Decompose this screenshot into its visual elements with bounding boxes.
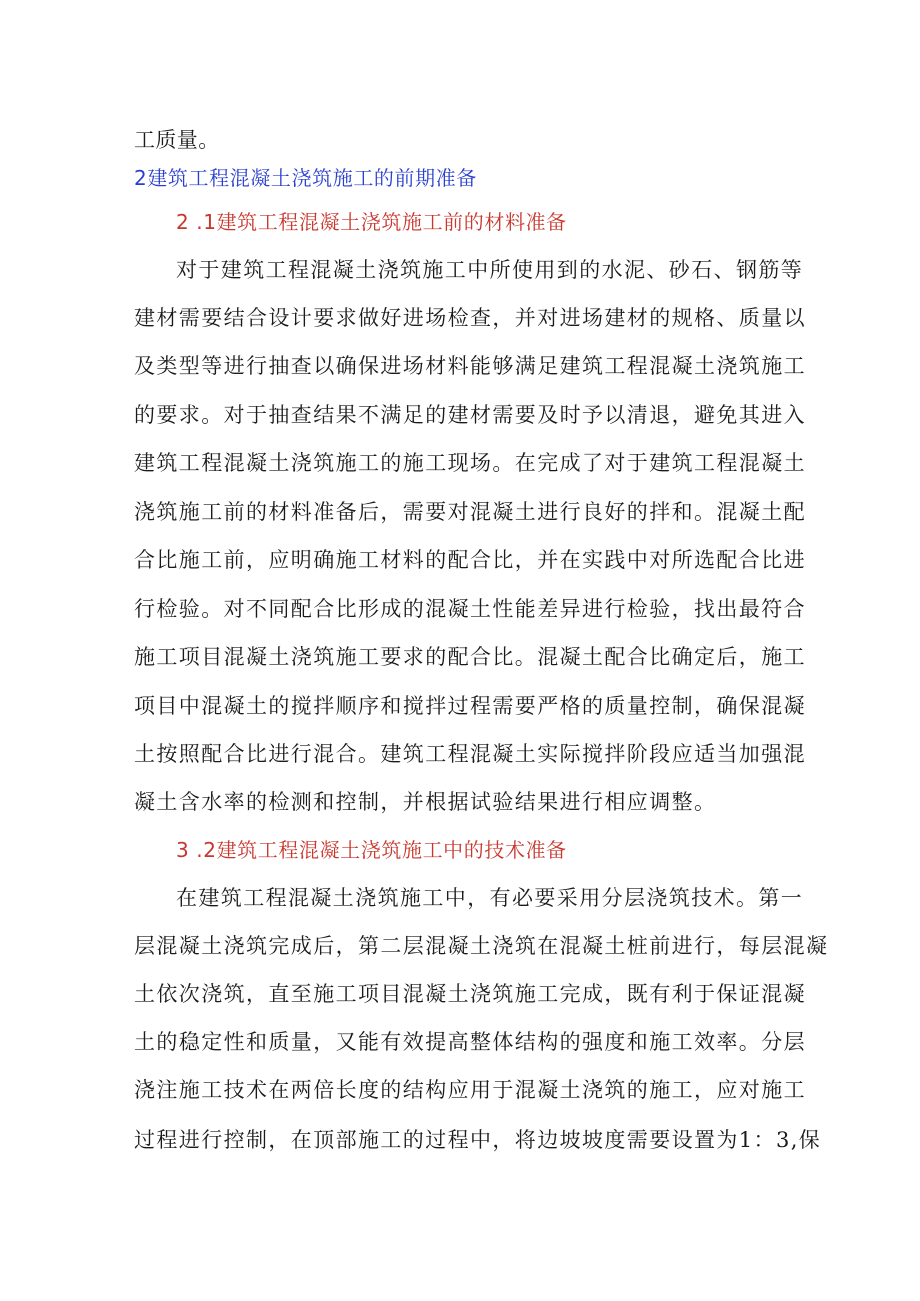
subsection-2-1-heading: 2 .1建筑工程混凝土浇筑施工前的材料准备 — [176, 210, 567, 234]
paragraph-line: 施工项目混凝土浇筑施工要求的配合比。混凝土配合比确定后，施工 — [134, 645, 806, 669]
intro-tail-text: 工质量。 — [134, 128, 220, 152]
paragraph-line: 项目中混凝土的搅拌顺序和搅拌过程需要严格的质量控制，确保混凝 — [134, 694, 806, 718]
paragraph-line: 凝土含水率的检测和控制，并根据试验结果进行相应调整。 — [134, 790, 717, 814]
paragraph-line: 建筑工程混凝土浇筑施工的施工现场。在完成了对于建筑工程混凝土 — [134, 451, 806, 475]
paragraph-line: 及类型等进行抽查以确保进场材料能够满足建筑工程混凝土浇筑施工 — [134, 354, 806, 378]
paragraph-line: 合比施工前，应明确施工材料的配合比，并在实践中对所选配合比进 — [134, 548, 806, 572]
paragraph-line: 浇筑施工前的材料准备后，需要对混凝土进行良好的拌和。混凝土配 — [134, 500, 806, 524]
paragraph-line: 土的稳定性和质量，又能有效提高整体结构的强度和施工效率。分层 — [134, 1030, 806, 1054]
section-2-heading: 2建筑工程混凝土浇筑施工的前期准备 — [134, 166, 477, 190]
paragraph-line: 过程进行控制，在顶部施工的过程中，将边坡坡度需要设置为1：3,保 — [134, 1128, 822, 1152]
paragraph-line: 土按照配合比进行混合。建筑工程混凝土实际搅拌阶段应适当加强混 — [134, 742, 806, 766]
subsection-3-2-heading: 3 .2建筑工程混凝土浇筑施工中的技术准备 — [176, 838, 567, 862]
paragraph-line: 层混凝土浇筑完成后，第二层混凝土浇筑在混凝土桩前进行，每层混凝 — [134, 934, 829, 958]
paragraph-line: 土依次浇筑，直至施工项目混凝土浇筑施工完成，既有利于保证混凝 — [134, 982, 806, 1006]
paragraph-line: 在建筑工程混凝土浇筑施工中，有必要采用分层浇筑技术。第一 — [176, 886, 804, 910]
paragraph-line: 建材需要结合设计要求做好进场检查，并对进场建材的规格、质量以 — [134, 306, 806, 330]
paragraph-line: 对于建筑工程混凝土浇筑施工中所使用到的水泥、砂石、钢筋等 — [176, 258, 804, 282]
paragraph-line: 浇注施工技术在两倍长度的结构应用于混凝土浇筑的施工，应对施工 — [134, 1078, 806, 1102]
paragraph-line: 的要求。对于抽查结果不满足的建材需要及时予以清退，避免其进入 — [134, 403, 806, 427]
paragraph-line: 行检验。对不同配合比形成的混凝土性能差异进行检验，找出最符合 — [134, 597, 806, 621]
